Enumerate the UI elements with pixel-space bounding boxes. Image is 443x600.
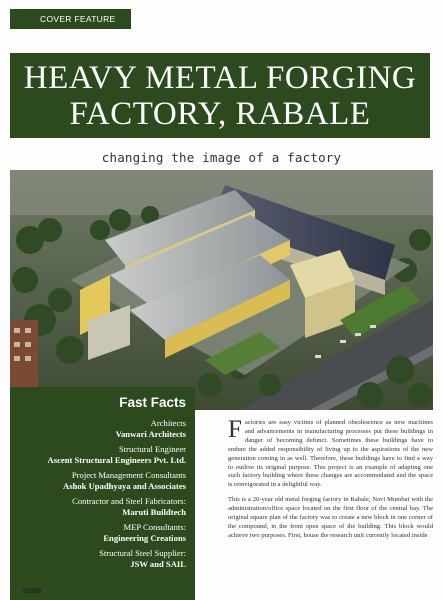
subtitle: changing the image of a factory <box>101 150 342 165</box>
fact-role: Project Management Consultants <box>71 470 186 480</box>
article-body <box>228 416 433 547</box>
fact-item <box>16 470 186 491</box>
factory-aerial-render <box>10 170 433 410</box>
title-line-1: HEAVY METAL FORGING <box>23 59 417 96</box>
fact-item <box>16 444 186 465</box>
page-folio: 24 | SSMB MARCH 2016 <box>10 588 68 595</box>
paragraph-text: actories are easy victims of planned obsolescence as new machines and advancements in manufacturing processes put these buildings in danger of becoming defunct. Sometimes these buildings have to endure the added responsibility of living up to the aspirations of the new generation coming in as well. Therefore, these buildings have to find a way to outlive its original purpose. This project is an example of adapting one such factory building where these changes are accommodated and the space is reinvigorated in a delightful way. <box>228 419 433 489</box>
fact-role: Structural Steel Supplier: <box>99 548 186 558</box>
fact-item <box>16 548 186 569</box>
fact-name: Engineering Creations <box>103 532 186 543</box>
fact-name: JSW and SAIL <box>130 558 186 569</box>
magazine-name: SSMB <box>22 588 42 595</box>
fast-facts-box <box>10 387 195 600</box>
fact-item <box>16 418 186 439</box>
fact-item <box>16 522 186 543</box>
fact-name: Vanwari Architects <box>115 428 186 439</box>
fact-role: Structural Engineer <box>118 444 186 454</box>
article-paragraph <box>228 416 433 490</box>
fact-role: MEP Consultants: <box>123 522 186 532</box>
fact-item <box>16 496 186 517</box>
fact-role: Architects <box>150 418 186 428</box>
issue-date: MARCH 2016 <box>43 589 68 594</box>
fast-facts-heading: Fast Facts <box>119 395 186 410</box>
title-line-2: FACTORY, RABALE <box>69 95 371 132</box>
section-tag: COVER FEATURE <box>10 9 131 29</box>
factory-illustration <box>10 170 433 410</box>
fact-name: Maruti Buildtech <box>122 506 186 517</box>
article-paragraph: This is a 20-year old metal forging factory in Rabale, Navi Mumbai with the administration/office space located on the first floor of the central bay. The original square plan of the factory was to create a new block in one corner of the compound, in the front open space of the building. This block would achieve two purposes. First, house the research unit currently located inside <box>228 496 433 539</box>
fact-name: Ashok Upadhyaya and Associates <box>63 480 186 491</box>
fact-name: Ascent Structural Engineers Pvt. Ltd. <box>47 454 186 465</box>
drop-cap: F <box>228 416 242 443</box>
page-number: 24 <box>10 588 18 595</box>
title-band <box>10 53 430 138</box>
fact-role: Contractor and Steel Fabricators: <box>72 496 186 506</box>
